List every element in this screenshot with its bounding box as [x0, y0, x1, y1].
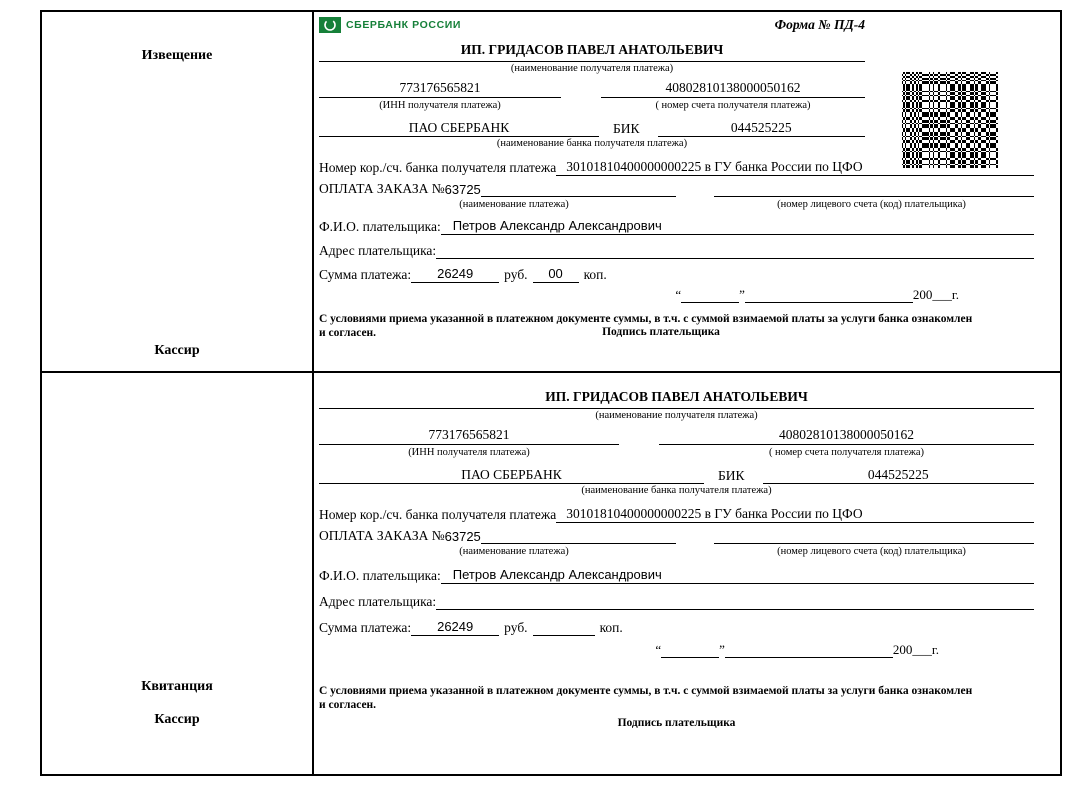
payer-name-value: Петров Александр Александрович [441, 218, 1034, 235]
amount-kop-value: 00 [533, 266, 579, 283]
bank-row [319, 467, 1034, 484]
sberbank-logo-icon [319, 17, 341, 33]
bank-name: ПАО СБЕРБАНК [319, 467, 704, 484]
amount-label: Сумма платежа: [319, 620, 412, 635]
form-table [40, 10, 1062, 776]
date-quote-open: “ [675, 287, 682, 302]
date-day-line [661, 642, 719, 658]
date-year: 200___г. [892, 642, 939, 657]
payment-name-row [319, 528, 1034, 544]
payer-address-line [436, 242, 1034, 259]
date-row [319, 287, 959, 303]
notice-label: Извещение [141, 48, 213, 63]
receipt-left-cell [42, 373, 314, 774]
cashier-label-bottom: Кассир [154, 712, 200, 727]
account-caption: ( номер счета получателя платежа) [768, 447, 925, 458]
amount-label: Сумма платежа: [319, 267, 412, 282]
payer-name-value: Петров Александр Александрович [441, 567, 1034, 584]
signature-label: Подпись плательщика [602, 326, 720, 338]
amount-row [319, 266, 1034, 283]
inn-caption: (ИНН получателя платежа) [379, 100, 501, 111]
bik-value: 044525225 [763, 467, 1034, 484]
payment-name: ОПЛАТА ЗАКАЗА № [319, 181, 445, 196]
form-number-label: Форма № ПД-4 [774, 17, 865, 32]
recipient-name: ИП. ГРИДАСОВ ПАВЕЛ АНАТОЛЬЕВИЧ [319, 389, 1034, 409]
payment-captions-row [319, 545, 1034, 558]
recipient-block [319, 389, 1034, 497]
payment-captions-row [319, 198, 1034, 211]
kop-label: коп. [599, 620, 623, 635]
terms-text: С условиями приема указанной в платежном документе суммы, в т.ч. с суммой взимаемой платы за услуги банка ознакомлен и согласен. [319, 685, 973, 711]
payer-address-label: Адрес плательщика: [319, 594, 437, 609]
recipient-name: ИП. ГРИДАСОВ ПАВЕЛ АНАТОЛЬЕВИЧ [319, 42, 865, 62]
terms-text: С условиями приема указанной в платежном документе суммы, в т.ч. с суммой взимаемой платы за услуги банка ознакомлен и согласен. [319, 313, 973, 339]
payer-address-line [436, 593, 1034, 610]
payment-number: 63725 [444, 529, 481, 544]
payment-caption: (наименование платежа) [459, 546, 569, 557]
payer-name-row [319, 567, 1034, 584]
amount-kop-value [533, 619, 595, 636]
payer-address-row [319, 593, 1034, 610]
payer-name-label: Ф.И.О. плательщика: [319, 219, 441, 234]
date-row [319, 642, 939, 658]
account-value: 40802810138000050162 [659, 427, 1034, 445]
bank-caption: (наименование банка получателя платежа) [581, 485, 772, 496]
bank-caption: (наименование банка получателя платежа) [496, 138, 688, 149]
qr-code [902, 72, 998, 168]
date-quote-close: ” [719, 642, 725, 657]
payer-name-label: Ф.И.О. плательщика: [319, 568, 441, 583]
personal-account-line [714, 528, 1034, 544]
recipient-block [319, 42, 865, 150]
account-caption: ( номер счета получателя платежа) [655, 100, 811, 111]
recipient-caption: (наименование получателя платежа) [595, 410, 758, 421]
notice-left-cell [42, 12, 314, 373]
rub-label: руб. [504, 267, 528, 282]
inn-account-captions [319, 446, 1034, 459]
corr-label: Номер кор./сч. банка получателя платежа [319, 160, 557, 175]
account-value: 40802810138000050162 [601, 80, 865, 98]
payment-number: 63725 [444, 182, 481, 197]
kop-label: коп. [583, 267, 607, 282]
date-year: 200___г. [912, 287, 959, 302]
date-day-line [681, 287, 739, 303]
sberbank-logo-text: СБЕРБАНК РОССИИ [346, 19, 462, 31]
receipt-label: Квитанция [141, 679, 213, 694]
inn-value: 773176565821 [319, 80, 561, 98]
personal-account-line [714, 181, 1034, 197]
corr-label: Номер кор./сч. банка получателя платежа [319, 507, 557, 522]
payment-notice-section [314, 12, 1060, 373]
payment-name-line [481, 528, 676, 544]
personal-account-caption: (номер лицевого счета (код) плательщика) [777, 199, 966, 210]
corr-value: 30101810400000000225 в ГУ банка России по ЦФО [556, 506, 1034, 523]
inn-account-captions [319, 99, 865, 112]
payer-address-label: Адрес плательщика: [319, 243, 437, 258]
inn-caption: (ИНН получателя платежа) [408, 447, 530, 458]
date-quote-open: “ [655, 642, 662, 657]
inn-value: 773176565821 [319, 427, 619, 445]
rub-label: руб. [504, 620, 528, 635]
payment-caption: (наименование платежа) [459, 199, 569, 210]
bik-label: БИК [718, 468, 745, 483]
bank-row [319, 120, 865, 137]
date-month-line [725, 642, 893, 658]
payment-name: ОПЛАТА ЗАКАЗА № [319, 528, 445, 543]
amount-rub-value: 26249 [411, 266, 499, 283]
payment-name-line [481, 181, 676, 197]
amount-row [319, 619, 1034, 636]
sberbank-logo [319, 17, 461, 33]
payer-address-row [319, 242, 1034, 259]
corr-account-row [319, 506, 1034, 523]
inn-account-row [319, 427, 1034, 445]
payer-name-row [319, 218, 1034, 235]
payment-name-row [319, 181, 1034, 197]
bik-label: БИК [613, 121, 640, 136]
signature-label: Подпись плательщика [617, 717, 736, 729]
cashier-label: Кассир [154, 343, 200, 358]
corr-value: 30101810400000000225 в ГУ банка России по ЦФО [556, 159, 1034, 176]
logo-row [319, 17, 865, 42]
date-month-line [745, 287, 913, 303]
payment-receipt-section [314, 373, 1060, 774]
personal-account-caption: (номер лицевого счета (код) плательщика) [777, 546, 966, 557]
inn-account-row [319, 80, 865, 98]
bank-name: ПАО СБЕРБАНК [319, 120, 599, 137]
recipient-caption: (наименование получателя платежа) [510, 63, 674, 74]
bik-value: 044525225 [658, 120, 865, 137]
amount-rub-value: 26249 [411, 619, 499, 636]
date-quote-close: ” [739, 287, 745, 302]
